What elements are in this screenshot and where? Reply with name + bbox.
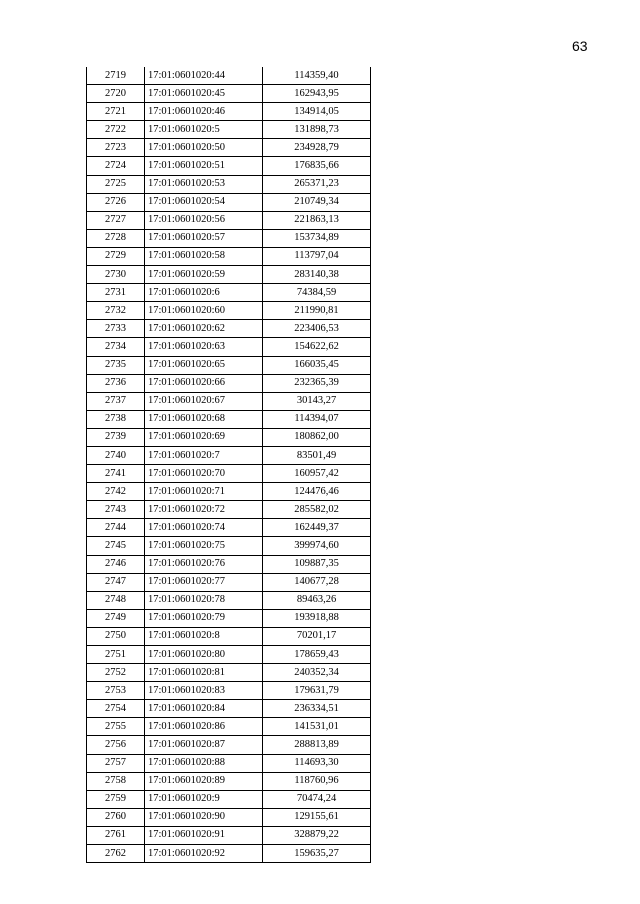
row-number-cell: 2724 <box>87 157 145 175</box>
table-row <box>87 266 371 284</box>
table-row <box>87 157 371 175</box>
row-number-cell: 2743 <box>87 501 145 519</box>
cadastral-value-cell: 113797,04 <box>263 247 371 265</box>
cadastral-value-cell: 283140,38 <box>263 266 371 284</box>
cadastral-value-cell: 109887,35 <box>263 555 371 573</box>
cadastral-value-cell: 178659,43 <box>263 646 371 664</box>
table-row <box>87 646 371 664</box>
cadastral-number-cell: 17:01:0601020:9 <box>145 790 263 808</box>
cadastral-value-cell: 285582,02 <box>263 501 371 519</box>
cadastral-value-cell: 162943,95 <box>263 85 371 103</box>
cadastral-value-cell: 232365,39 <box>263 374 371 392</box>
cadastral-number-cell: 17:01:0601020:5 <box>145 121 263 139</box>
cadastral-value-cell: 176835,66 <box>263 157 371 175</box>
cadastral-number-cell: 17:01:0601020:58 <box>145 247 263 265</box>
row-number-cell: 2735 <box>87 356 145 374</box>
cadastral-value-cell: 180862,00 <box>263 428 371 446</box>
table-row <box>87 392 371 410</box>
table-row <box>87 103 371 121</box>
row-number-cell: 2738 <box>87 410 145 428</box>
table-row <box>87 356 371 374</box>
cadastral-number-cell: 17:01:0601020:74 <box>145 519 263 537</box>
cadastral-number-cell: 17:01:0601020:70 <box>145 465 263 483</box>
cadastral-number-cell: 17:01:0601020:78 <box>145 591 263 609</box>
table-row <box>87 736 371 754</box>
cadastral-value-cell: 114693,30 <box>263 754 371 772</box>
row-number-cell: 2737 <box>87 392 145 410</box>
cadastral-number-cell: 17:01:0601020:83 <box>145 682 263 700</box>
cadastral-value-cell: 166035,45 <box>263 356 371 374</box>
cadastral-value-cell: 70474,24 <box>263 790 371 808</box>
row-number-cell: 2739 <box>87 428 145 446</box>
table-row <box>87 374 371 392</box>
row-number-cell: 2760 <box>87 808 145 826</box>
cadastral-number-cell: 17:01:0601020:54 <box>145 193 263 211</box>
row-number-cell: 2719 <box>87 67 145 85</box>
cadastral-value-cell: 140677,28 <box>263 573 371 591</box>
page-number: 63 <box>572 38 588 54</box>
cadastral-value-cell: 131898,73 <box>263 121 371 139</box>
row-number-cell: 2734 <box>87 338 145 356</box>
cadastral-number-cell: 17:01:0601020:8 <box>145 627 263 645</box>
cadastral-number-cell: 17:01:0601020:66 <box>145 374 263 392</box>
row-number-cell: 2720 <box>87 85 145 103</box>
cadastral-number-cell: 17:01:0601020:44 <box>145 67 263 85</box>
row-number-cell: 2721 <box>87 103 145 121</box>
table-row <box>87 338 371 356</box>
table-row <box>87 591 371 609</box>
cadastral-number-cell: 17:01:0601020:86 <box>145 718 263 736</box>
row-number-cell: 2728 <box>87 229 145 247</box>
cadastral-number-cell: 17:01:0601020:75 <box>145 537 263 555</box>
table-row <box>87 193 371 211</box>
cadastral-number-cell: 17:01:0601020:89 <box>145 772 263 790</box>
cadastral-number-cell: 17:01:0601020:57 <box>145 229 263 247</box>
row-number-cell: 2731 <box>87 284 145 302</box>
cadastral-value-cell: 83501,49 <box>263 446 371 464</box>
cadastral-number-cell: 17:01:0601020:60 <box>145 302 263 320</box>
row-number-cell: 2745 <box>87 537 145 555</box>
cadastral-number-cell: 17:01:0601020:90 <box>145 808 263 826</box>
row-number-cell: 2741 <box>87 465 145 483</box>
table-row <box>87 67 371 85</box>
cadastral-value-cell: 193918,88 <box>263 609 371 627</box>
cadastral-value-cell: 114394,07 <box>263 410 371 428</box>
cadastral-number-cell: 17:01:0601020:67 <box>145 392 263 410</box>
row-number-cell: 2761 <box>87 826 145 844</box>
row-number-cell: 2757 <box>87 754 145 772</box>
row-number-cell: 2749 <box>87 609 145 627</box>
row-number-cell: 2723 <box>87 139 145 157</box>
cadastral-number-cell: 17:01:0601020:6 <box>145 284 263 302</box>
row-number-cell: 2729 <box>87 247 145 265</box>
table-row <box>87 664 371 682</box>
cadastral-number-cell: 17:01:0601020:92 <box>145 845 263 863</box>
table-row <box>87 211 371 229</box>
row-number-cell: 2758 <box>87 772 145 790</box>
cadastral-number-cell: 17:01:0601020:45 <box>145 85 263 103</box>
row-number-cell: 2751 <box>87 646 145 664</box>
cadastral-number-cell: 17:01:0601020:50 <box>145 139 263 157</box>
table-row <box>87 790 371 808</box>
table-row <box>87 826 371 844</box>
row-number-cell: 2726 <box>87 193 145 211</box>
table-row <box>87 754 371 772</box>
cadastral-number-cell: 17:01:0601020:69 <box>145 428 263 446</box>
cadastral-number-cell: 17:01:0601020:7 <box>145 446 263 464</box>
cadastral-value-cell: 74384,59 <box>263 284 371 302</box>
row-number-cell: 2762 <box>87 845 145 863</box>
table-row <box>87 85 371 103</box>
table-row <box>87 501 371 519</box>
cadastral-value-cell: 210749,34 <box>263 193 371 211</box>
cadastral-value-cell: 114359,40 <box>263 67 371 85</box>
table-row <box>87 175 371 193</box>
table-row <box>87 284 371 302</box>
table-row <box>87 772 371 790</box>
cadastral-value-cell: 141531,01 <box>263 718 371 736</box>
cadastral-number-cell: 17:01:0601020:72 <box>145 501 263 519</box>
cadastral-number-cell: 17:01:0601020:91 <box>145 826 263 844</box>
table-row <box>87 573 371 591</box>
table-row <box>87 845 371 863</box>
table-row <box>87 302 371 320</box>
cadastral-value-cell: 30143,27 <box>263 392 371 410</box>
cadastral-number-cell: 17:01:0601020:79 <box>145 609 263 627</box>
row-number-cell: 2755 <box>87 718 145 736</box>
cadastral-value-cell: 265371,23 <box>263 175 371 193</box>
table-row <box>87 446 371 464</box>
cadastral-value-cell: 154622,62 <box>263 338 371 356</box>
table-row <box>87 483 371 501</box>
cadastral-value-table <box>86 67 371 863</box>
cadastral-value-cell: 70201,17 <box>263 627 371 645</box>
row-number-cell: 2746 <box>87 555 145 573</box>
cadastral-value-cell: 118760,96 <box>263 772 371 790</box>
cadastral-value-cell: 211990,81 <box>263 302 371 320</box>
row-number-cell: 2725 <box>87 175 145 193</box>
table-row <box>87 519 371 537</box>
row-number-cell: 2759 <box>87 790 145 808</box>
row-number-cell: 2750 <box>87 627 145 645</box>
table-row <box>87 555 371 573</box>
cadastral-number-cell: 17:01:0601020:88 <box>145 754 263 772</box>
table-row <box>87 537 371 555</box>
row-number-cell: 2736 <box>87 374 145 392</box>
table-row <box>87 320 371 338</box>
table-row <box>87 627 371 645</box>
row-number-cell: 2727 <box>87 211 145 229</box>
row-number-cell: 2722 <box>87 121 145 139</box>
cadastral-number-cell: 17:01:0601020:53 <box>145 175 263 193</box>
cadastral-number-cell: 17:01:0601020:68 <box>145 410 263 428</box>
row-number-cell: 2732 <box>87 302 145 320</box>
cadastral-value-cell: 160957,42 <box>263 465 371 483</box>
cadastral-value-cell: 134914,05 <box>263 103 371 121</box>
cadastral-value-cell: 240352,34 <box>263 664 371 682</box>
row-number-cell: 2754 <box>87 700 145 718</box>
cadastral-value-cell: 221863,13 <box>263 211 371 229</box>
cadastral-number-cell: 17:01:0601020:46 <box>145 103 263 121</box>
row-number-cell: 2752 <box>87 664 145 682</box>
row-number-cell: 2756 <box>87 736 145 754</box>
cadastral-number-cell: 17:01:0601020:84 <box>145 700 263 718</box>
cadastral-number-cell: 17:01:0601020:59 <box>145 266 263 284</box>
table-row <box>87 428 371 446</box>
cadastral-value-cell: 223406,53 <box>263 320 371 338</box>
cadastral-number-cell: 17:01:0601020:62 <box>145 320 263 338</box>
cadastral-number-cell: 17:01:0601020:71 <box>145 483 263 501</box>
table-row <box>87 247 371 265</box>
row-number-cell: 2753 <box>87 682 145 700</box>
cadastral-number-cell: 17:01:0601020:76 <box>145 555 263 573</box>
table-row <box>87 121 371 139</box>
cadastral-value-cell: 129155,61 <box>263 808 371 826</box>
cadastral-number-cell: 17:01:0601020:63 <box>145 338 263 356</box>
row-number-cell: 2740 <box>87 446 145 464</box>
table-row <box>87 139 371 157</box>
cadastral-number-cell: 17:01:0601020:65 <box>145 356 263 374</box>
cadastral-value-cell: 399974,60 <box>263 537 371 555</box>
table-row <box>87 700 371 718</box>
table-row <box>87 229 371 247</box>
row-number-cell: 2744 <box>87 519 145 537</box>
cadastral-value-cell: 89463,26 <box>263 591 371 609</box>
table-row <box>87 609 371 627</box>
table-row <box>87 410 371 428</box>
cadastral-number-cell: 17:01:0601020:81 <box>145 664 263 682</box>
cadastral-value-cell: 288813,89 <box>263 736 371 754</box>
cadastral-number-cell: 17:01:0601020:51 <box>145 157 263 175</box>
cadastral-value-cell: 159635,27 <box>263 845 371 863</box>
row-number-cell: 2742 <box>87 483 145 501</box>
cadastral-value-cell: 162449,37 <box>263 519 371 537</box>
row-number-cell: 2747 <box>87 573 145 591</box>
cadastral-value-cell: 153734,89 <box>263 229 371 247</box>
table-body <box>87 67 371 863</box>
cadastral-number-cell: 17:01:0601020:87 <box>145 736 263 754</box>
cadastral-number-cell: 17:01:0601020:80 <box>145 646 263 664</box>
cadastral-value-cell: 234928,79 <box>263 139 371 157</box>
row-number-cell: 2733 <box>87 320 145 338</box>
table-row <box>87 808 371 826</box>
cadastral-value-cell: 328879,22 <box>263 826 371 844</box>
cadastral-value-cell: 124476,46 <box>263 483 371 501</box>
table-row <box>87 465 371 483</box>
row-number-cell: 2748 <box>87 591 145 609</box>
cadastral-value-cell: 179631,79 <box>263 682 371 700</box>
cadastral-value-cell: 236334,51 <box>263 700 371 718</box>
cadastral-number-cell: 17:01:0601020:77 <box>145 573 263 591</box>
cadastral-number-cell: 17:01:0601020:56 <box>145 211 263 229</box>
table-row <box>87 682 371 700</box>
row-number-cell: 2730 <box>87 266 145 284</box>
table-row <box>87 718 371 736</box>
